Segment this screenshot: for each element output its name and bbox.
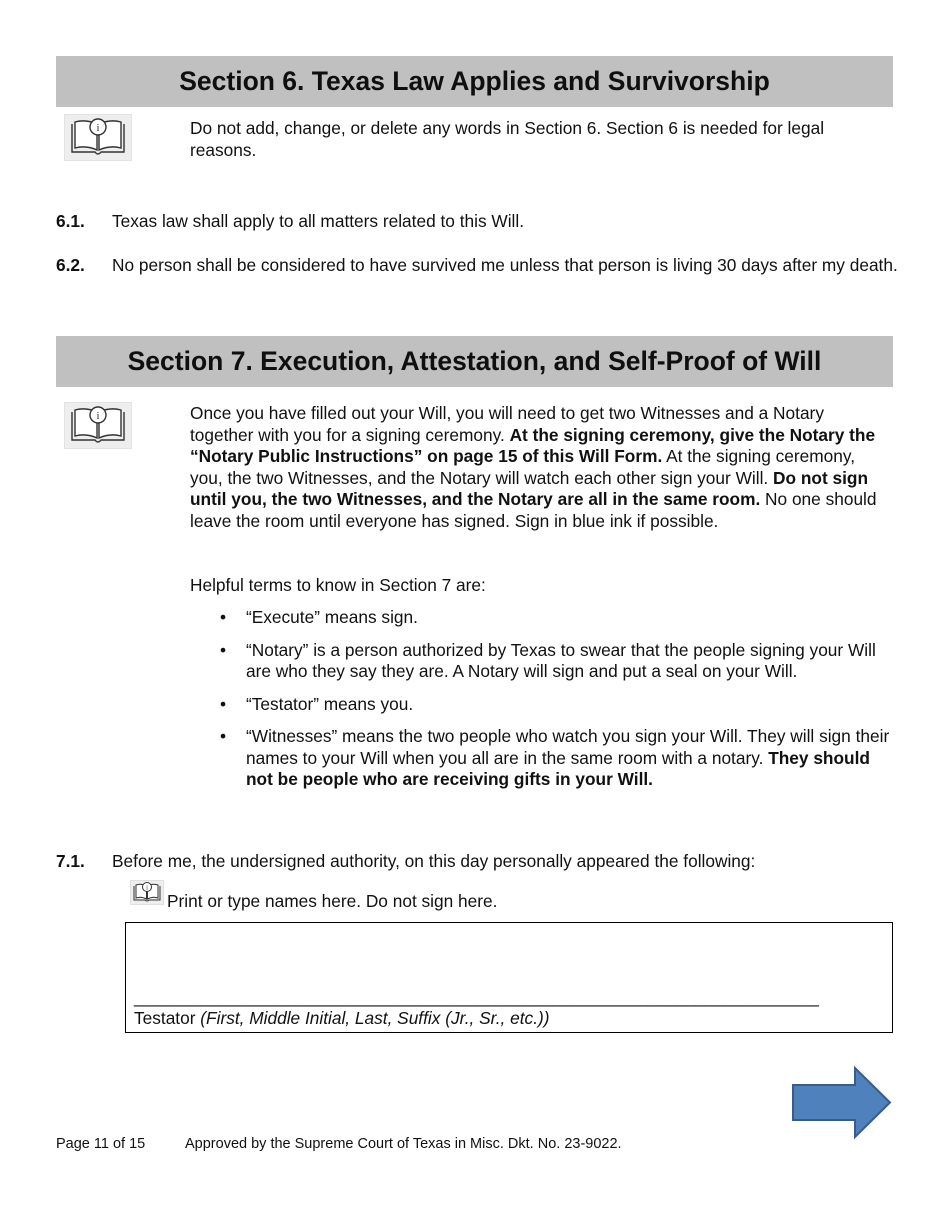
instruction-part: Once you have filled out your Will, you will need to get two Witnesses and a Notary together with you for a signing ceremony. bbox=[190, 403, 824, 445]
open-book-info-icon bbox=[64, 114, 132, 161]
item-7-1-text: Before me, the undersigned authority, on this day personally appeared the following: bbox=[112, 851, 756, 871]
section-6-instruction: Do not add, change, or delete any words in Section 6. Section 6 is needed for legal reasons. bbox=[190, 118, 825, 160]
section-6-title: Section 6. Texas Law Applies and Survivorship bbox=[56, 56, 893, 107]
term-text: “Witnesses” means the two people who watch you sign your Will. They will sign their names to your Will when you all are in the same room with a notary. bbox=[246, 726, 890, 768]
term-emphasis: They should not be people who are receiving gifts in your Will. bbox=[246, 747, 870, 789]
print-names-note: Print or type names here. Do not sign here. bbox=[167, 891, 498, 911]
svg-text:i: i bbox=[146, 884, 148, 892]
term-text: “Execute” means sign. bbox=[246, 607, 418, 627]
section-7-title: Section 7. Execution, Attestation, and Self-Proof of Will bbox=[56, 336, 893, 387]
list-item: • “Execute” means sign. bbox=[220, 607, 418, 627]
item-6-2-number: 6.2. bbox=[56, 255, 85, 275]
testator-format-hint: (First, Middle Initial, Last, Suffix (Jr., Sr., etc.)) bbox=[200, 1008, 550, 1028]
open-book-info-icon bbox=[130, 880, 164, 905]
item-7-1-number: 7.1. bbox=[56, 851, 85, 871]
next-page-arrow-icon[interactable] bbox=[790, 1065, 894, 1147]
term-text: “Testator” means you. bbox=[246, 693, 414, 714]
instruction-part: No one should leave the room until everyone has signed. Sign in blue ink if possible. bbox=[190, 489, 877, 531]
signature-line: ________________________________________________________________________ bbox=[134, 987, 819, 1007]
list-item: • “Witnesses” means the two people who watch you sign your Will. They will sign their names to your Will when you all are in the same room with a notary. They should not be people who are receiving gifts in your Will. bbox=[220, 726, 890, 789]
item-6-2-text: No person shall be considered to have survived me unless that person is living 30 days after my death. bbox=[112, 255, 898, 275]
section-7-instruction bbox=[190, 403, 880, 532]
instruction-part: At the signing ceremony, you, the two Witnesses, and the Notary will watch each other sign your Will. bbox=[190, 446, 856, 488]
item-6-1-text: Texas law shall apply to all matters related to this Will. bbox=[112, 211, 525, 231]
term-text: “Notary” is a person authorized by Texas to swear that the people signing your Will are who they say they are. A Notary will sign and put a seal on your Will. bbox=[246, 639, 876, 681]
testator-caption bbox=[134, 1008, 550, 1030]
page-number: Page 11 of 15 bbox=[56, 1136, 146, 1152]
testator-name-field[interactable] bbox=[125, 922, 893, 1033]
terms-intro: Helpful terms to know in Section 7 are: bbox=[190, 575, 486, 595]
list-item: • “Notary” is a person authorized by Texas to swear that the people signing your Will are who they say they are. A Notary will sign and put a seal on your Will. bbox=[220, 639, 876, 681]
terms-list bbox=[190, 607, 890, 802]
approval-notice: Approved by the Supreme Court of Texas in Misc. Dkt. No. 23-9022. bbox=[185, 1136, 622, 1152]
open-book-info-icon bbox=[64, 402, 132, 449]
testator-label: Testator bbox=[134, 1008, 196, 1028]
instruction-emphasis: At the signing ceremony, give the Notary the “Notary Public Instructions” on page 15 of this Will Form. bbox=[190, 424, 876, 466]
item-6-1-number: 6.1. bbox=[56, 211, 85, 231]
instruction-emphasis: Do not sign until you, the two Witnesses, and the Notary are all in the same room. bbox=[190, 467, 869, 509]
svg-text:i: i bbox=[96, 410, 100, 422]
svg-text:i: i bbox=[96, 122, 100, 134]
list-item: • “Testator” means you. bbox=[220, 693, 414, 714]
